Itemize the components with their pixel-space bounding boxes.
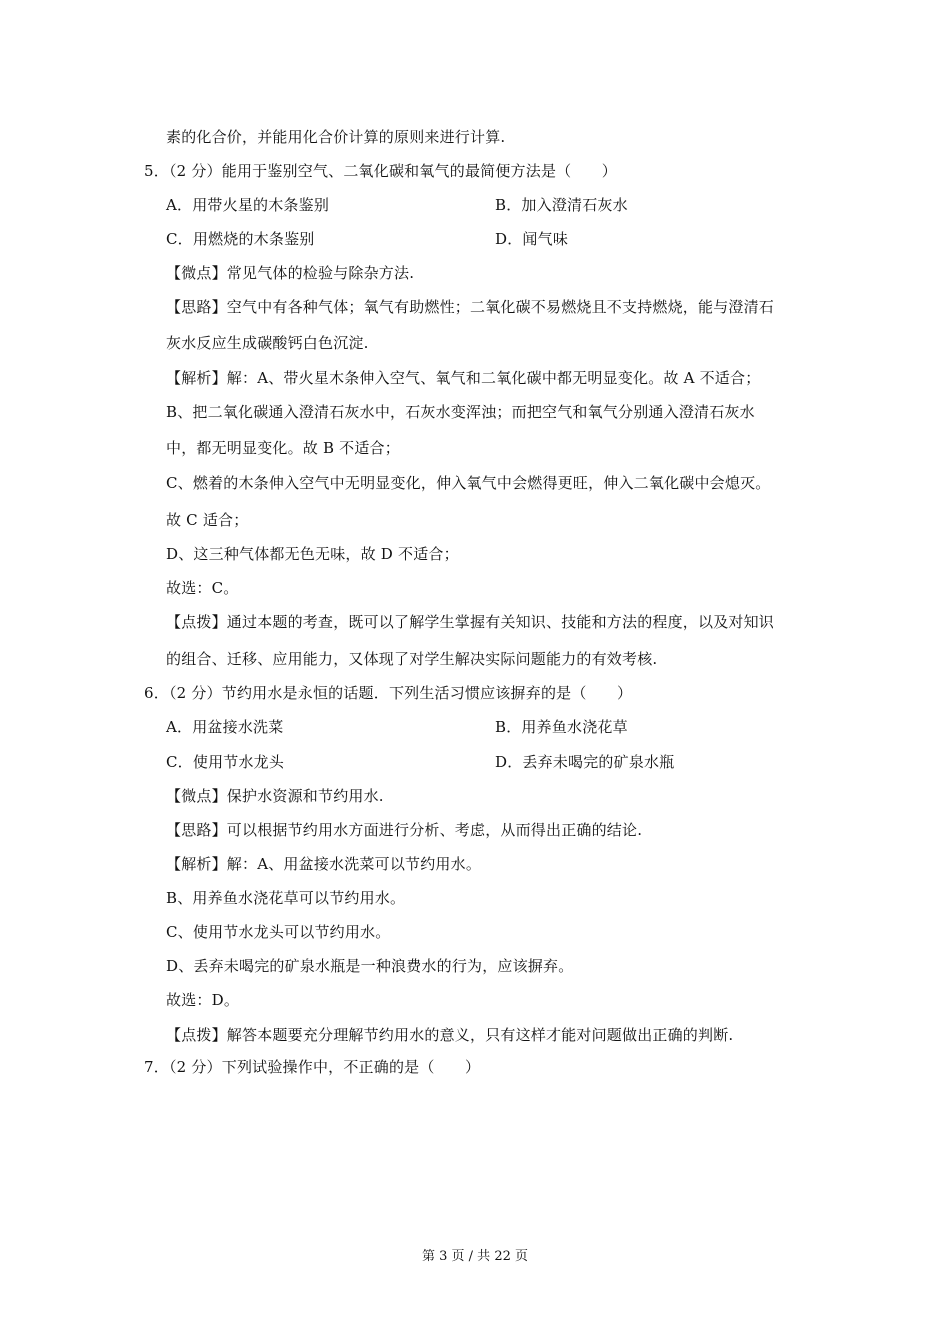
q5-approach-cont: 灰水反应生成碳酸钙白色沉淀. bbox=[166, 334, 369, 352]
q5-option-a: A．用带火星的木条鉴别 bbox=[166, 196, 330, 214]
q5-tip-cont: 的组合、迁移、应用能力，又体现了对学生解决实际问题能力的有效考核. bbox=[166, 650, 658, 668]
q5-option-b: B．加入澄清石灰水 bbox=[495, 196, 628, 214]
q5-analysis-c-cont: 故 C 适合； bbox=[166, 511, 249, 529]
q6-analysis-c: C、使用节水龙头可以节约用水。 bbox=[166, 923, 391, 941]
q6-option-a: A．用盆接水洗菜 bbox=[166, 718, 284, 736]
q6-analysis-b: B、用养鱼水浇花草可以节约用水。 bbox=[166, 889, 406, 907]
q6-key-point: 【微点】保护水资源和节约用水. bbox=[166, 787, 384, 805]
question-5-stem: 5．（2 分）能用于鉴别空气、二氧化碳和氧气的最简便方法是（ ） bbox=[144, 162, 617, 180]
q5-analysis-b: B、把二氧化碳通入澄清石灰水中，石灰水变浑浊；而把空气和氧气分别通入澄清石灰水 bbox=[166, 403, 755, 421]
q6-option-d: D．丢弃未喝完的矿泉水瓶 bbox=[495, 753, 675, 771]
q6-option-b: B．用养鱼水浇花草 bbox=[495, 718, 628, 736]
q5-key-point: 【微点】常见气体的检验与除杂方法. bbox=[166, 264, 415, 282]
q5-answer: 故选：C。 bbox=[166, 579, 239, 597]
text-line: 素的化合价，并能用化合价计算的原则来进行计算. bbox=[166, 128, 506, 146]
q5-analysis-b-cont: 中，都无明显变化。故 B 不适合； bbox=[166, 439, 400, 457]
question-6-stem: 6．（2 分）节约用水是永恒的话题．下列生活习惯应该摒弃的是（ ） bbox=[144, 684, 633, 702]
q6-analysis-d: D、丢弃未喝完的矿泉水瓶是一种浪费水的行为，应该摒弃。 bbox=[166, 957, 574, 975]
q5-analysis-d: D、这三种气体都无色无味，故 D 不适合； bbox=[166, 545, 459, 563]
page-footer: 第 3 页 / 共 22 页 bbox=[422, 1249, 528, 1264]
q5-tip: 【点拨】通过本题的考查，既可以了解学生掌握有关知识、技能和方法的程度，以及对知识 bbox=[166, 613, 775, 631]
q6-approach: 【思路】可以根据节约用水方面进行分析、考虑，从而得出正确的结论. bbox=[166, 821, 643, 839]
q5-analysis: 【解析】解：A、带火星木条伸入空气、氧气和二氧化碳中都无明显变化。故 A 不适合； bbox=[166, 369, 761, 387]
q5-option-c: C．用燃烧的木条鉴别 bbox=[166, 230, 315, 248]
q5-analysis-c: C、燃着的木条伸入空气中无明显变化，伸入氧气中会燃得更旺，伸入二氧化碳中会熄灭。 bbox=[166, 474, 771, 492]
q6-tip: 【点拨】解答本题要充分理解节约用水的意义，只有这样才能对问题做出正确的判断. bbox=[166, 1026, 734, 1044]
q5-option-d: D．闻气味 bbox=[495, 230, 569, 248]
q6-analysis: 【解析】解：A、用盆接水洗菜可以节约用水。 bbox=[166, 855, 482, 873]
q5-approach: 【思路】空气中有各种气体；氧气有助燃性；二氧化碳不易燃烧且不支持燃烧，能与澄清石 bbox=[166, 298, 775, 316]
q6-answer: 故选：D。 bbox=[166, 991, 240, 1009]
question-7-stem: 7．（2 分）下列试验操作中，不正确的是（ ） bbox=[144, 1058, 481, 1076]
q6-option-c: C．使用节水龙头 bbox=[166, 753, 285, 771]
